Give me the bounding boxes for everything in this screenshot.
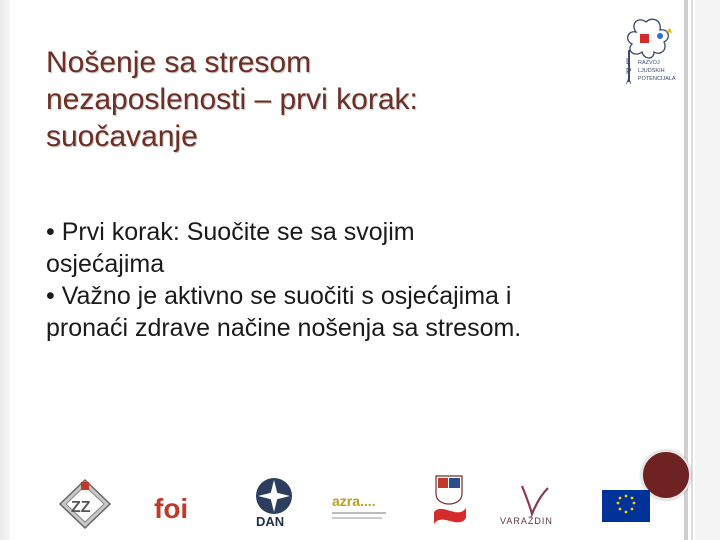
foi-logo-text: foi (154, 493, 189, 524)
slide-frame-right-margin (695, 0, 720, 540)
svg-text:P: P (626, 67, 632, 76)
title-line: nezaposlenosti – prvi korak: (46, 83, 418, 116)
body-line: • Prvi korak: Suočite se sa svojim (46, 218, 415, 246)
svg-text:A: A (626, 77, 632, 86)
azra-logo-text: azra.... (332, 493, 376, 509)
foi-partner-logo (150, 472, 200, 532)
logo-text-line: LJUDSKIH (638, 68, 665, 74)
slide-frame-left (0, 0, 10, 540)
title-line: Nošenje sa stresom (46, 46, 312, 79)
varazdin-logo-text: VARAŽDIN (500, 516, 553, 526)
varazdin-city-logo (498, 472, 564, 532)
eu-flag (600, 472, 652, 532)
azra-partner-logo (330, 472, 394, 532)
razvoj-ljudskih-potencijala-logo (616, 14, 692, 90)
body-line: • Važno je aktivno se suočiti s osjećajima i (46, 282, 512, 310)
title-line: suočavanje (46, 120, 198, 153)
slide-title (46, 44, 566, 155)
logo-text-line: POTENCIJALA (638, 76, 676, 82)
dan-partner-logo (248, 472, 300, 532)
zz-partner-logo (54, 472, 116, 532)
svg-text:ZZ: ZZ (71, 499, 91, 516)
logo-text-line: RAZVOJ (638, 60, 660, 66)
body-line: pronaći zdrave načine nošenja sa stresom. (46, 314, 522, 342)
dan-logo-text: DAN (256, 514, 285, 529)
zz-logo-icon (54, 472, 116, 532)
body-line: osjećajima (46, 250, 165, 278)
flower-logo-icon (616, 14, 692, 90)
eu-flag-icon (600, 472, 652, 532)
varazdin-county-crest (428, 472, 470, 532)
county-crest-icon (428, 472, 470, 532)
slide-body (46, 216, 676, 344)
svg-text:L: L (626, 57, 631, 66)
